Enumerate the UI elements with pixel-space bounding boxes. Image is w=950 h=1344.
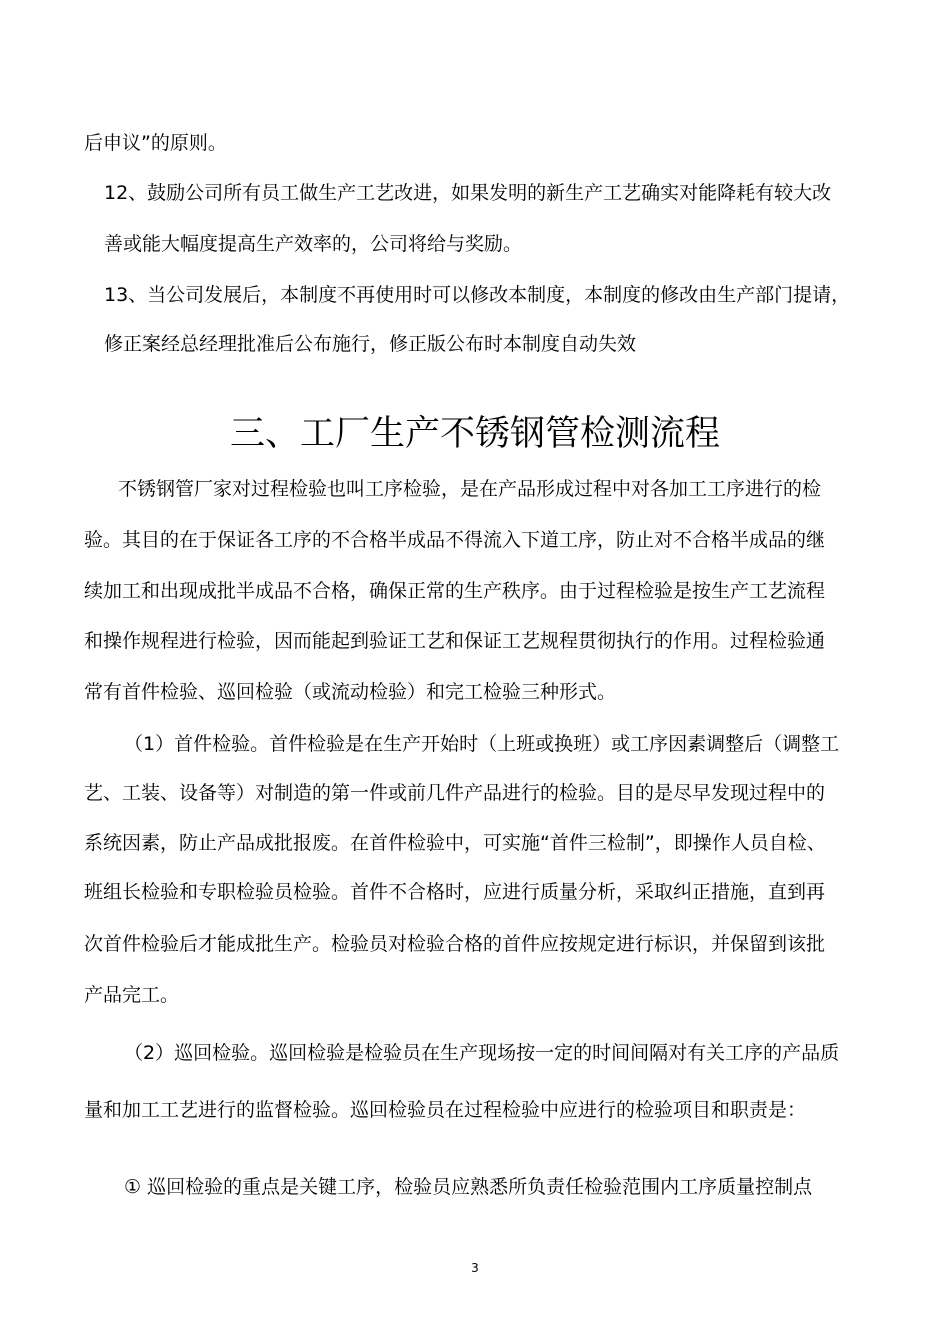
paragraph-line: ① 巡回检验的重点是关键工序，检验员应熟悉所负责任检验范围内工序质量控制点 [124, 1176, 813, 1198]
text-line: 12、鼓励公司所有员工做生产工艺改进，如果发明的新生产工艺确实对能降耗有较大改 [104, 182, 832, 204]
paragraph-line: 班组长检验和专职检验员检验。首件不合格时，应进行质量分析，采取纠正措施，直到再 [84, 881, 826, 903]
paragraph-line: 艺、工装、设备等）对制造的第一件或前几件产品进行的检验。目的是尽早发现过程中的 [84, 782, 826, 804]
paragraph-line: 产品完工。 [84, 984, 180, 1006]
text-line: 后申议”的原则。 [84, 132, 227, 154]
text-line: 善或能大幅度提高生产效率的，公司将给与奖励。 [104, 233, 523, 255]
paragraph-line: 不锈钢管厂家对过程检验也叫工序检验，是在产品形成过程中对各加工工序进行的检 [118, 478, 822, 500]
text-line: 修正案经总经理批准后公布施行，修正版公布时本制度自动失效 [104, 333, 637, 355]
paragraph-line: 量和加工工艺进行的监督检验。巡回检验员在过程检验中应进行的检验项目和职责是： [84, 1099, 807, 1121]
paragraph-line: 续加工和出现成批半成品不合格，确保正常的生产秩序。由于过程检验是按生产工艺流程 [84, 580, 826, 602]
section-title: 三、工厂生产不锈钢管检测流程 [229, 414, 720, 454]
paragraph-line: （1）首件检验。首件检验是在生产开始时（上班或换班）或工序因素调整后（调整工 [124, 733, 840, 755]
paragraph-line: 和操作规程进行检验，因而能起到验证工艺和保证工艺规程贯彻执行的作用。过程检验通 [84, 630, 826, 652]
paragraph-line: （2）巡回检验。巡回检验是检验员在生产现场按一定的时间间隔对有关工序的产品质 [124, 1042, 840, 1064]
paragraph-line: 系统因素，防止产品成批报废。在首件检验中，可实施“首件三检制”，即操作人员自检、 [84, 832, 826, 854]
text-line: 13、当公司发展后，本制度不再使用时可以修改本制度，本制度的修改由生产部门提请， [104, 284, 851, 306]
paragraph-line: 常有首件检验、巡回检验（或流动检验）和完工检验三种形式。 [84, 681, 617, 703]
page-number: 3 [471, 1261, 479, 1275]
paragraph-line: 次首件检验后才能成批生产。检验员对检验合格的首件应按规定进行标识，并保留到该批 [84, 933, 826, 955]
paragraph-line: 验。其目的在于保证各工序的不合格半成品不得流入下道工序，防止对不合格半成品的继 [84, 529, 826, 551]
